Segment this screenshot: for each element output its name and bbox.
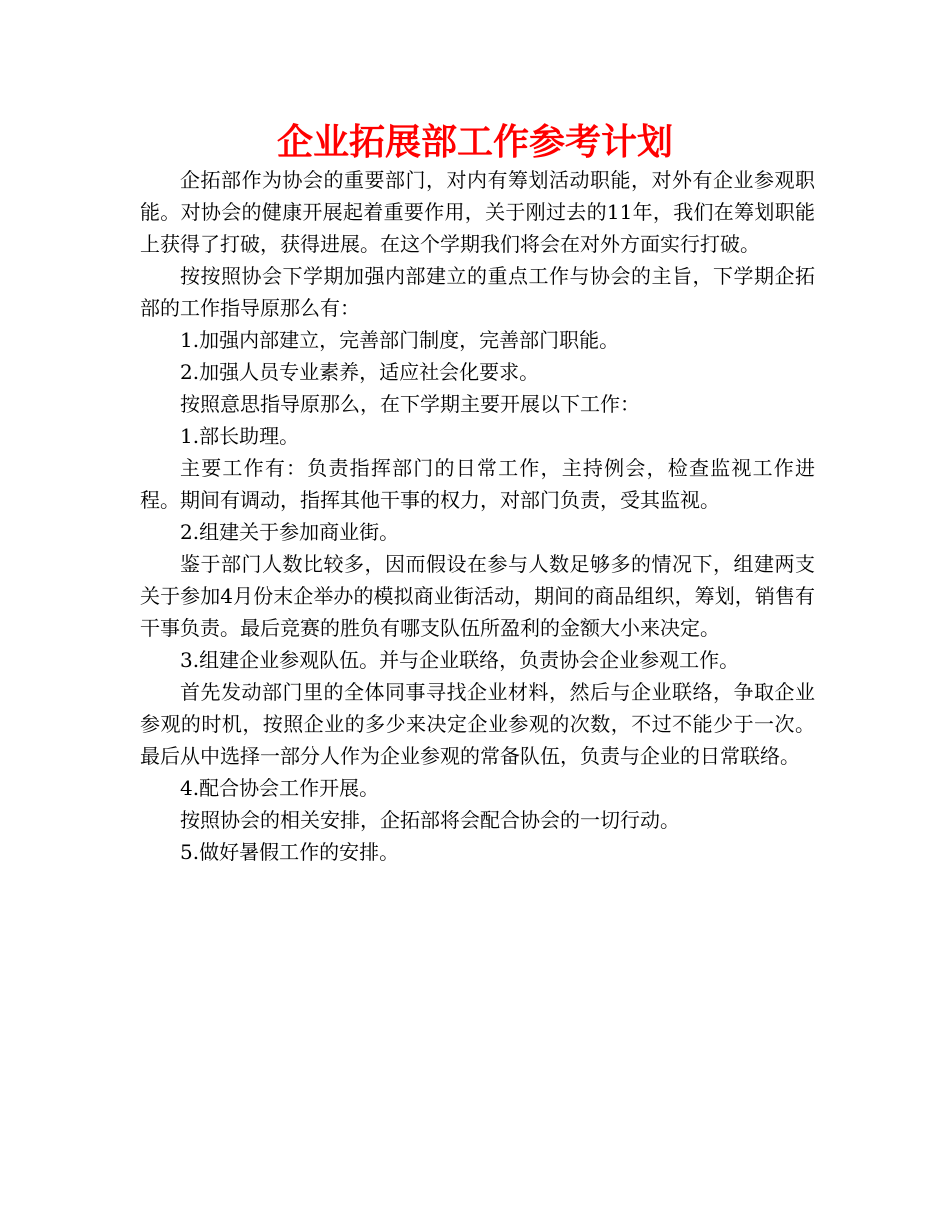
paragraph-principles-intro: 按按照协会下学期加强内部建立的重点工作与协会的主旨，下学期企拓部的工作指导原那么有： (140, 264, 815, 320)
paragraph-principle-2: 2.加强人员专业素养，适应社会化要求。 (180, 360, 540, 384)
paragraph-intro: 企拓部作为协会的重要部门，对内有筹划活动职能，对外有企业参观职能。对协会的健康开展起着重要作用，关于刚过去的11年，我们在筹划职能上获得了打破，获得进展。在这个学期我们将会在对外方面实行打破。 (140, 168, 815, 256)
paragraph-principle-1: 1.加强内部建立，完善部门制度，完善部门职能。 (180, 328, 620, 352)
paragraph-item-3-heading: 3.组建企业参观队伍。并与企业联络，负责协会企业参观工作。 (180, 648, 740, 672)
paragraph-work-intro: 按照意思指导原那么，在下学期主要开展以下工作： (180, 392, 640, 416)
paragraph-item-4-heading: 4.配合协会工作开展。 (180, 776, 380, 800)
paragraph-item-3-body: 首先发动部门里的全体同事寻找企业材料，然后与企业联络，争取企业参观的时机，按照企业的多少来决定企业参观的次数，不过不能少于一次。最后从中选择一部分人作为企业参观的常备队伍，负责与企业的日常联络。 (140, 680, 815, 768)
paragraph-item-2-heading: 2.组建关于参加商业街。 (180, 520, 400, 544)
paragraph-item-2-body: 鉴于部门人数比较多，因而假设在参与人数足够多的情况下，组建两支关于参加4月份末企举办的模拟商业街活动，期间的商品组织，筹划，销售有干事负责。最后竞赛的胜负有哪支队伍所盈利的金额大小来决定。 (140, 552, 815, 640)
paragraph-item-4-body: 按照协会的相关安排，企拓部将会配合协会的一切行动。 (180, 808, 680, 832)
paragraph-item-5-heading: 5.做好暑假工作的安排。 (180, 840, 400, 864)
paragraph-item-1-heading: 1.部长助理。 (180, 424, 300, 448)
paragraph-item-1-body: 主要工作有：负责指挥部门的日常工作，主持例会，检查监视工作进程。期间有调动，指挥其他干事的权力，对部门负责，受其监视。 (140, 456, 815, 512)
document-body (140, 164, 815, 868)
document-title: 企业拓展部工作参考计划 (276, 122, 673, 163)
